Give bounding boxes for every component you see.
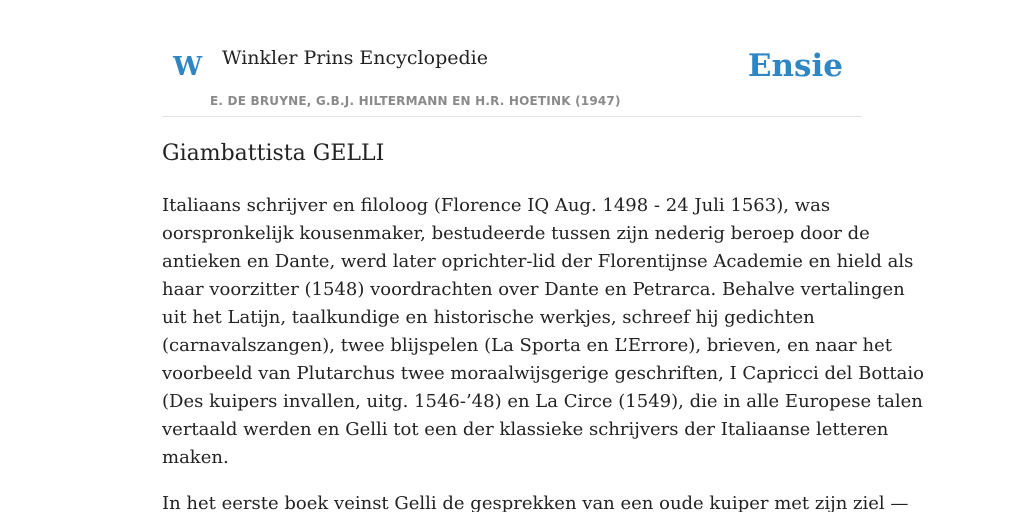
text-line: antieken en Dante, werd later oprichter-lid der Florentijnse Academie en hield als [162, 251, 914, 272]
text-line: voorbeeld van Plutarchus twee moraalwijsgerige geschriften, I Capricci del Bottaio [162, 363, 924, 384]
paragraph [162, 490, 909, 512]
text-line: haar voorzitter (1548) voordrachten over Dante en Petrarca. Behalve vertalingen [162, 279, 905, 300]
source-logo[interactable]: W [173, 52, 203, 82]
source-title-link[interactable]: Winkler Prins Encyclopedie [222, 47, 488, 69]
article-body [162, 192, 924, 512]
text-line: (carnavalszangen), twee blijspelen (La Sporta en L’Errore), brieven, en naar het [162, 335, 892, 356]
text-line: Italiaans schrijver en filoloog (Florence IQ Aug. 1498 - 24 Juli 1563), was [162, 195, 831, 216]
text-line: uit het Latijn, taalkundige en historische werkjes, schreef hij gedichten [162, 307, 815, 328]
ensie-logo[interactable]: Ensie [747, 48, 843, 84]
text-line: (Des kuipers invallen, uitg. 1546-’48) en La Circe (1549), die in alle Europese talen [162, 391, 923, 412]
text-line: vertaald werden en Gelli tot een der klassieke schrijvers der Italiaanse letteren [162, 419, 889, 440]
source-authors: E. DE BRUYNE, G.B.J. HILTERMANN EN H.R. HOETINK (1947) [210, 94, 621, 108]
paragraph [162, 192, 924, 472]
text-line: In het eerste boek veinst Gelli de gesprekken van een oude kuiper met zijn ziel — [162, 493, 909, 512]
text-line: maken. [162, 447, 229, 468]
text-line: oorspronkelijk kousenmaker, bestudeerde tussen zijn nederig beroep door de [162, 223, 870, 244]
source-header [162, 40, 862, 117]
article-title: Giambattista GELLI [162, 141, 385, 166]
